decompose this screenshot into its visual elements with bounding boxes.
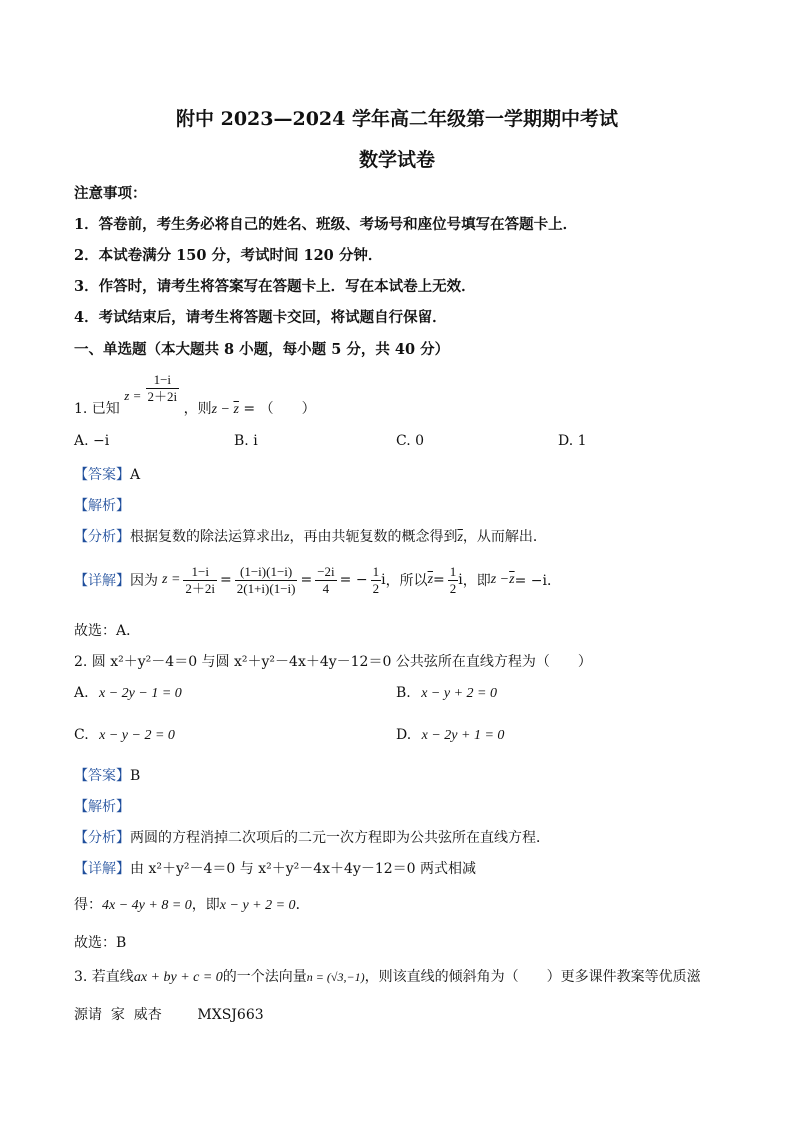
notice-heading: 注意事项： <box>74 185 147 202</box>
q1-option-d[interactable]: D. 1 <box>558 433 587 449</box>
q1-ask: ，则 <box>183 401 212 417</box>
q2-conclusion: 故选：B <box>74 935 127 951</box>
q2-result: 得：4x − 4y + 8 = 0，即x − y + 2 = 0． <box>74 897 310 913</box>
q1-ask-expr: z − <box>211 402 234 417</box>
q2-answer: 【答案】B <box>74 768 141 784</box>
section-heading: 一、单选题（本大题共 8 小题，每小题 5 分，共 40 分） <box>74 341 450 358</box>
question-1-stem <box>74 372 316 417</box>
q1-option-a[interactable]: A. −i <box>74 433 110 449</box>
q1-number: 1. 已知 <box>74 401 120 417</box>
q3-line-2: 源请 家 威杏 MXSJ663 <box>74 1007 264 1023</box>
q2-fenxi: 【分析】两圆的方程消掉二次项后的二元一次方程即为公共弦所在直线方程． <box>74 830 550 846</box>
q1-detail: 【详解】 因为 z = $\frac{1-i}{2+2i}$ = $\frac{(1-i)(1-i)}{2(1+i)(1-i)}$ = $\frac{-2i}{4}$ = − $\frac{1}{2}$ i ，所以 $\overline{z}$ = $\frac{1}{2}$ i ，即 z − $\overline{z}$ = −i． <box>74 563 561 596</box>
q2-option-d[interactable]: D. x − 2y + 1 = 0 <box>396 727 505 743</box>
q1-option-c[interactable]: C. 0 <box>396 433 425 449</box>
question-2-stem: 2. 圆 x²＋y²－4＝0 与圆 x²＋y²－4x＋4y－12＝0 公共弦所在直线方程为（ ） <box>74 654 592 670</box>
q1-z-eq: z = <box>124 388 142 403</box>
notice-item-2: 2．本试卷满分 150 分，考试时间 120 分钟． <box>74 247 383 264</box>
q1-conclusion: 故选：A． <box>74 623 141 639</box>
answer-value: A <box>130 467 141 483</box>
q1-analysis-tag: 【解析】 <box>74 498 130 514</box>
q1-ask-tail: = （ ） <box>238 401 316 417</box>
question-3-stem: 3. 若直线ax + by + c = 0的一个法向量n = (√3,−1)，则该直线的倾斜角为（ ）更多课件教案等优质滋 <box>74 969 701 985</box>
notice-item-4: 4．考试结束后，请考生将答题卡交回，将试题自行保留． <box>74 309 447 326</box>
q2-option-a[interactable]: A. x − 2y − 1 = 0 <box>74 685 182 701</box>
notice-item-3: 3．作答时，请考生将答案写在答题卡上．写在本试卷上无效． <box>74 278 476 295</box>
q1-fenxi: 【分析】根据复数的除法运算求出z，再由共轭复数的概念得到$\overline{z}$，从而解出． <box>74 529 547 545</box>
q2-analysis-tag: 【解析】 <box>74 799 130 815</box>
q1-answer <box>74 464 140 484</box>
q2-option-b[interactable]: B. x − y + 2 = 0 <box>396 685 497 701</box>
page-title: 附中 2023—2024 学年高二年级第一学期期中考试 <box>176 108 618 130</box>
q1-fraction: $\frac{1-i}{2+2i}$ <box>147 372 178 404</box>
answer-tag: 【答案】 <box>74 467 130 483</box>
q2-detail: 【详解】由 x²＋y²－4＝0 与 x²＋y²－4x＋4y－12＝0 两式相减 <box>74 861 477 877</box>
q1-ask-zbar: $\overline{z}$ <box>233 402 239 417</box>
q2-option-c[interactable]: C. x − y − 2 = 0 <box>74 727 175 743</box>
notice-item-1: 1．答卷前，考生务必将自己的姓名、班级、考场号和座位号填写在答题卡上． <box>74 216 578 233</box>
page-subtitle: 数学试卷 <box>358 149 435 171</box>
q1-option-b[interactable]: B. i <box>234 433 258 449</box>
